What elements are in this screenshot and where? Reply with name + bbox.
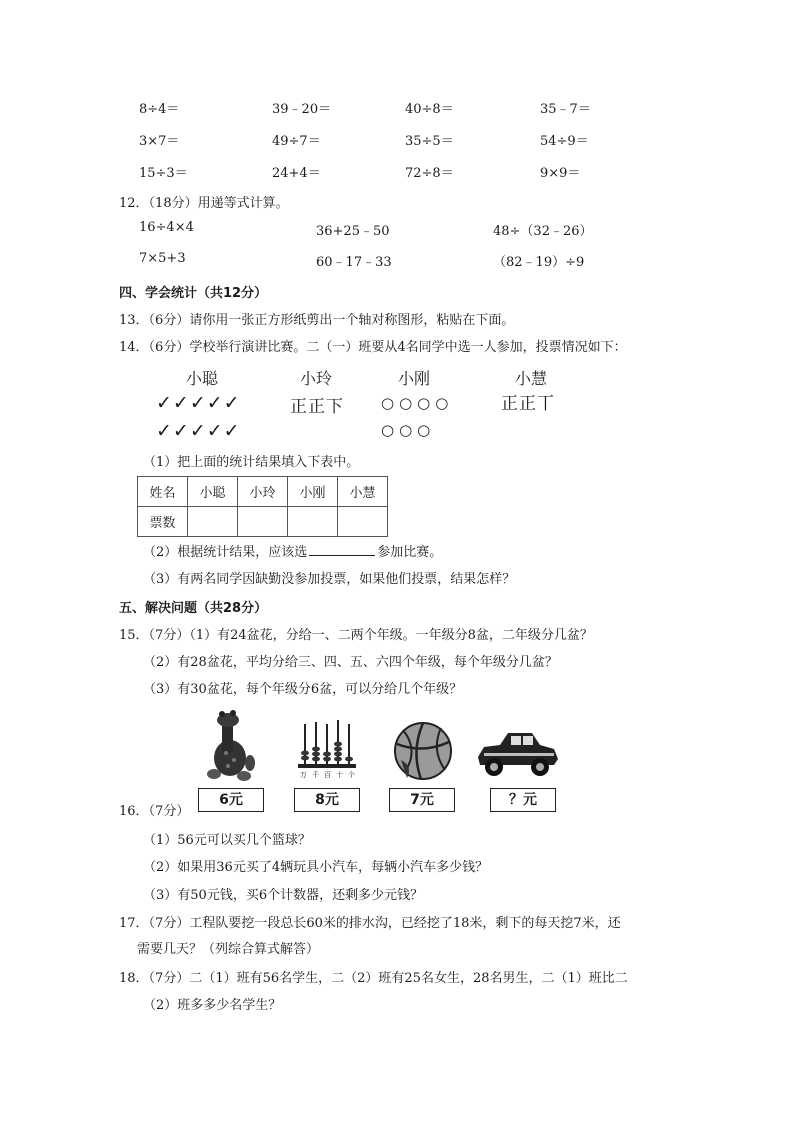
calc-item: 54÷9＝ [540, 134, 589, 149]
q14-sub3: （3）有两名同学因缺勤没参加投票，如果他们投票，结果怎样？ [143, 572, 516, 587]
calc-item: 40÷8＝ [405, 102, 454, 117]
q17-line: 17．（7分）工程队要挖一段总长60米的排水沟，已经挖了18米，剩下的每天挖7米，还 [119, 916, 621, 931]
calc-item: 39﹣20＝ [272, 102, 332, 117]
calc-item: 35﹣7＝ [540, 102, 591, 117]
q17-line: 需要几天？（列综合算式解答） [137, 942, 320, 957]
section-title: 四、学会统计（共12分） [119, 286, 268, 301]
expr-item: 7×5+3 [139, 251, 186, 266]
calc-item: 8÷4＝ [139, 102, 180, 117]
calc-item: 3×7＝ [139, 134, 180, 149]
tally-marks: 正正下 [290, 397, 344, 417]
q14-sub2-before: （2）根据统计结果，应该选 [143, 545, 308, 560]
q18-line: （2）班多多少名学生？ [143, 998, 282, 1013]
vote-table [137, 476, 388, 537]
table-row-label: 票数 [138, 507, 188, 537]
expr-item: 48÷（32﹣26） [493, 224, 593, 239]
candidate-name: 小刚 [398, 369, 431, 388]
q13-text: 13．（6分）请你用一张正方形纸剪出一个轴对称图形，粘贴在下面。 [119, 313, 515, 328]
q15-line: 15．（7分）（1）有24盆花，分给一、二两个年级。一年级分8盆，二年级分几盆？ [119, 628, 593, 643]
vote-count-cell[interactable] [338, 507, 388, 537]
table-row [138, 507, 388, 537]
calc-item: 49÷7＝ [272, 134, 321, 149]
giraffe-toy-icon [200, 708, 266, 784]
expr-item: 16÷4×4 [139, 220, 194, 235]
q16-label: 16．（7分） [119, 804, 190, 819]
section-title: 五、解决问题（共28分） [119, 601, 268, 616]
table-row [138, 477, 388, 507]
q15-line: （3）有30盆花，每个年级分6盆，可以分给几个年级？ [143, 682, 463, 697]
expr-item: （82﹣19）÷9 [493, 255, 585, 270]
table-header-cell: 姓名 [138, 477, 188, 507]
table-header-cell: 小刚 [288, 477, 338, 507]
calc-item: 72÷8＝ [405, 166, 454, 181]
q14-text: 14．（6分）学校举行演讲比赛。二（一）班要从4名同学中选一人参加，投票情况如下： [119, 340, 627, 355]
q14-sub2 [143, 541, 442, 560]
circle-marks: ○○○ [381, 421, 436, 439]
answer-blank[interactable] [309, 541, 375, 556]
basketball-icon [393, 720, 453, 782]
candidate-name: 小玲 [300, 369, 333, 388]
check-marks: ✓✓✓✓✓ [156, 420, 241, 442]
vote-count-cell[interactable] [288, 507, 338, 537]
q18-line: 18．（7分）二（1）班有56名学生，二（2）班有25名女生，28名男生，二（1）班比二 [119, 971, 628, 986]
q16-sub: （3）有50元钱，买6个计数器，还剩多少元钱？ [143, 888, 424, 903]
abacus-icon [296, 718, 358, 782]
tally-marks: 正正丅 [501, 394, 555, 414]
q15-line: （2）有28盆花，平均分给三、四、五、六四个年级，每个年级分几盆？ [143, 655, 558, 670]
vote-count-cell[interactable] [238, 507, 288, 537]
price-tag: ？元 [490, 788, 556, 812]
expr-item: 36+25﹣50 [316, 224, 390, 239]
q14-sub2-after: 参加比赛。 [377, 545, 443, 560]
price-tag: 6元 [198, 788, 264, 812]
vote-count-cell[interactable] [188, 507, 238, 537]
calc-item: 15÷3＝ [139, 166, 188, 181]
q16-sub: （1）56元可以买几个篮球？ [143, 833, 311, 848]
candidate-name: 小聪 [186, 369, 219, 388]
calc-item: 24+4＝ [272, 166, 321, 181]
abacus-place-labels: 万千百十个 [300, 771, 360, 779]
q16-sub: （2）如果用36元买了4辆玩具小汽车，每辆小汽车多少钱？ [143, 860, 489, 875]
candidate-name: 小慧 [515, 369, 548, 388]
q14-sub1: （1）把上面的统计结果填入下表中。 [143, 455, 360, 470]
table-header-cell: 小慧 [338, 477, 388, 507]
check-marks: ✓✓✓✓✓ [156, 392, 241, 414]
toy-car-icon [474, 727, 560, 779]
circle-marks: ○○○○ [381, 394, 454, 412]
table-header-cell: 小玲 [238, 477, 288, 507]
calc-item: 35÷5＝ [405, 134, 454, 149]
q12-title: 12．（18分）用递等式计算。 [119, 196, 289, 211]
table-header-cell: 小聪 [188, 477, 238, 507]
expr-item: 60﹣17﹣33 [316, 255, 392, 270]
price-tag: 8元 [294, 788, 360, 812]
calc-item: 9×9＝ [540, 166, 581, 181]
price-tag: 7元 [389, 788, 455, 812]
